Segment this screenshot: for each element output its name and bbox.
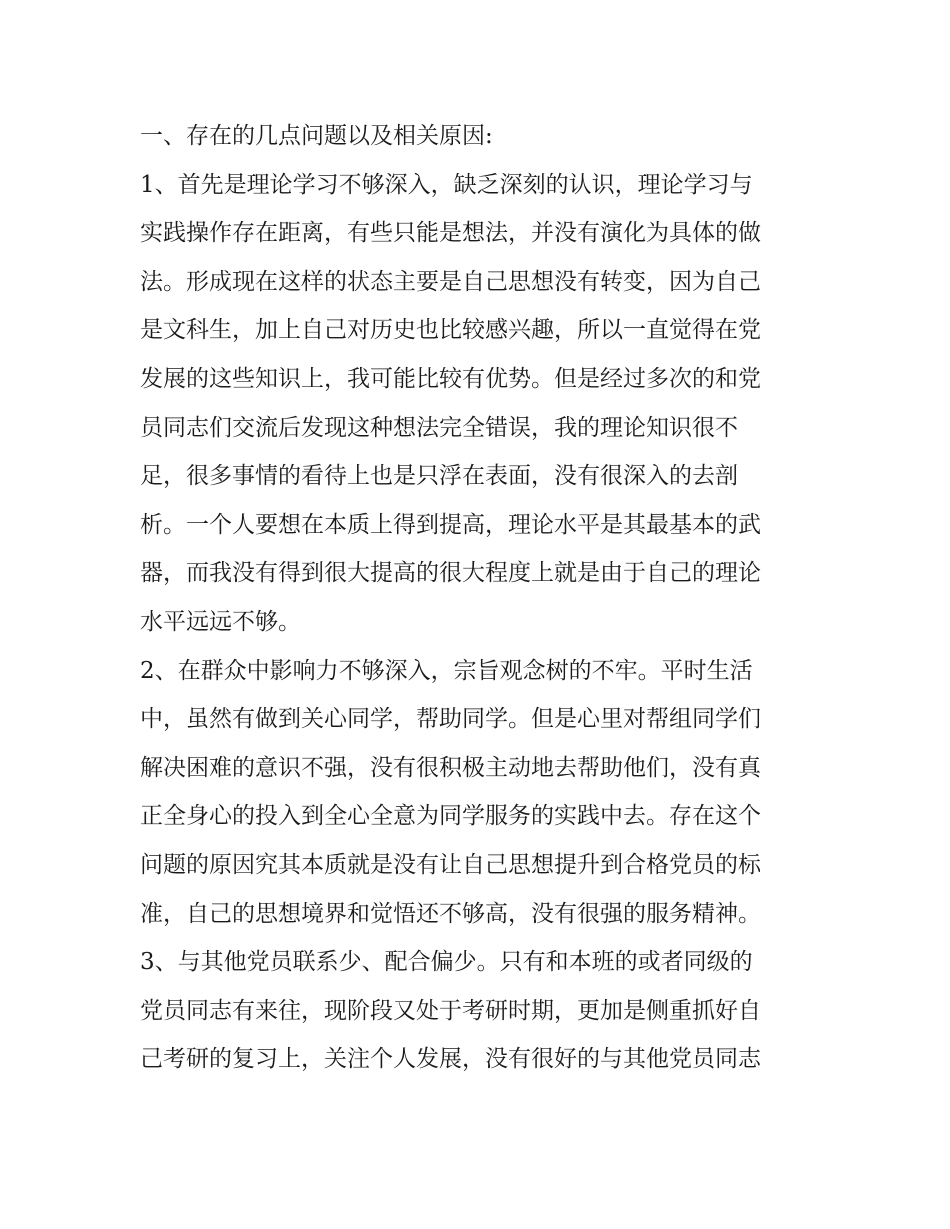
section-heading: 一、存在的几点问题以及相关原因: — [140, 123, 493, 149]
paragraph-line: 1、首先是理论学习不够深入，缺乏深刻的认识，理论学习与 — [140, 171, 753, 198]
document-body — [140, 112, 820, 1084]
paragraph-line: 问题的原因究其本质就是没有让自己思想提升到合格党员的标 — [140, 851, 761, 878]
paragraph-line: 足，很多事情的看待上也是只浮在表面，没有很深入的去剖 — [140, 463, 738, 490]
paragraph-line: 己考研的复习上，关注个人发展，没有很好的与其他党员同志 — [140, 1046, 761, 1073]
paragraph-line: 解决困难的意识不强，没有很积极主动地去帮助他们，没有真 — [140, 754, 761, 781]
paragraph-line: 实践操作存在距离，有些只能是想法，并没有演化为具体的做 — [140, 220, 761, 247]
paragraph-line: 器，而我没有得到很大提高的很大程度上就是由于自己的理论 — [140, 560, 761, 587]
paragraph-line: 发展的这些知识上，我可能比较有优势。但是经过多次的和党 — [140, 365, 761, 392]
paragraph-line: 员同志们交流后发现这种想法完全错误，我的理论知识很不 — [140, 414, 738, 441]
paragraph-line: 准，自己的思想境界和觉悟还不够高，没有很强的服务精神。 — [140, 900, 761, 927]
paragraph-line: 析。一个人要想在本质上得到提高，理论水平是其最基本的武 — [140, 511, 761, 538]
paragraph-line: 中，虽然有做到关心同学，帮助同学。但是心里对帮组同学们 — [140, 706, 761, 733]
paragraph-line: 3、与其他党员联系少、配合偏少。只有和本班的或者同级的 — [140, 949, 753, 976]
paragraph-line: 水平远远不够。 — [140, 608, 301, 635]
paragraph-line: 党员同志有来往，现阶段又处于考研时期，更加是侧重抓好自 — [140, 997, 761, 1024]
paragraph-line: 是文科生，加上自己对历史也比较感兴趣，所以一直觉得在党 — [140, 317, 761, 344]
paragraph-line: 法。形成现在这样的状态主要是自己思想没有转变，因为自己 — [140, 268, 761, 295]
paragraph-line: 正全身心的投入到全心全意为同学服务的实践中去。存在这个 — [140, 803, 761, 830]
paragraph-line: 2、在群众中影响力不够深入，宗旨观念树的不牢。平时生活 — [140, 657, 753, 684]
